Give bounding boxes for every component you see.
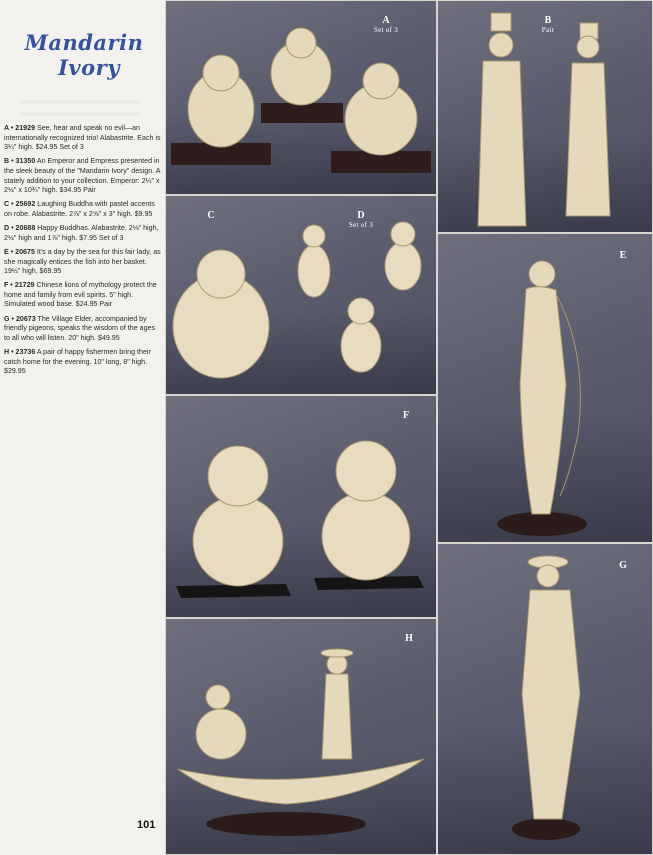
text-column (0, 0, 165, 855)
photo-panel-f (165, 395, 437, 618)
label-sub: Set of 3 (348, 221, 374, 229)
item-description: The Village Elder, accompanied by friendly pigeons, speaks the wisdom of the ages to all who will listen. 20" high. $49.95 (4, 314, 156, 342)
label-letter: H (405, 633, 413, 644)
page-number: 101 (137, 819, 156, 831)
figurine-illustration (166, 619, 437, 855)
label-letter: A (382, 15, 390, 26)
photo-panel-g (437, 543, 653, 855)
label-h (394, 633, 424, 644)
item-g (4, 315, 162, 344)
label-sub: Pair (541, 26, 555, 34)
item-code: D • 20688 (4, 224, 36, 233)
item-h (4, 348, 162, 377)
label-f (391, 410, 421, 421)
item-description: It's a day by the sea for this fair lady, as she magically entices the fish into her basket. 19½" high. $69.95 (4, 247, 161, 276)
item-code: H • 23736 (4, 348, 36, 357)
label-letter: G (619, 560, 627, 571)
label-e (608, 250, 638, 261)
item-description: An Emperor and Empress presented in the sleek beauty of the "Mandarin Ivory" design. A stately addition to your collection. Emperor: 2¼" x 2½" x 10¾" high. $34.95 Pair (4, 157, 161, 195)
label-g (608, 560, 638, 571)
photo-panel-c-d (165, 195, 437, 395)
item-description: Chinese lions of mythology protect the home and family from evil spirits. 5" high. Simulated wood base. $24.95 Pair (4, 281, 157, 309)
item-description: A pair of happy fishermen bring their catch home for the evening. 10" long, 8" high. $29.95 (4, 348, 151, 376)
item-code: B • 31350 (4, 157, 36, 166)
figurine-illustration (438, 1, 653, 233)
label-letter: E (619, 250, 627, 261)
item-code: E • 20675 (4, 247, 35, 256)
page-title (14, 30, 154, 80)
item-d (4, 224, 162, 243)
title-line-2: Ivory (58, 55, 120, 80)
item-a (4, 124, 162, 153)
item-c (4, 200, 162, 219)
item-description: Laughing Buddha with pastel accents on robe. Alabastrite. 2⅞" x 2⅝" x 3" high. $9.95 (4, 200, 155, 218)
photo-panel-a (165, 0, 437, 195)
faint-bleed-line (20, 100, 140, 104)
item-f (4, 281, 162, 310)
label-sub: Set of 3 (373, 26, 399, 34)
photo-panel-b (437, 0, 653, 233)
figurine-illustration (438, 234, 653, 543)
item-b (4, 157, 162, 195)
photo-panel-h (165, 618, 437, 855)
label-letter: D (357, 210, 365, 221)
title-line-1: Mandarin (24, 30, 144, 55)
faint-bleed-line (20, 112, 140, 116)
photo-panel-e (437, 233, 653, 543)
figurine-illustration (166, 196, 437, 395)
item-code: F • 21729 (4, 281, 35, 290)
item-code: C • 25692 (4, 200, 36, 209)
item-code: A • 21929 (4, 124, 36, 132)
item-list (4, 124, 162, 381)
label-letter: B (544, 15, 552, 26)
item-description: Happy Buddhas. Alabastrite. 2⅛" high, 2½" high and 1⅞" high. $7.95 Set of 3 (4, 224, 159, 242)
figurine-illustration (166, 396, 437, 618)
item-code: G • 20673 (4, 314, 36, 323)
figurine-illustration (438, 544, 653, 855)
item-e (4, 248, 162, 277)
label-b (518, 15, 578, 34)
label-a (356, 15, 416, 34)
item-description: See, hear and speak no evil—an internationally recognized trio! Alabastrite. Each is 3¼" high. $24.95 Set of 3 (4, 124, 161, 152)
label-letter: F (402, 410, 410, 421)
label-c (196, 210, 226, 221)
label-letter: C (207, 210, 215, 221)
label-d (331, 210, 391, 229)
